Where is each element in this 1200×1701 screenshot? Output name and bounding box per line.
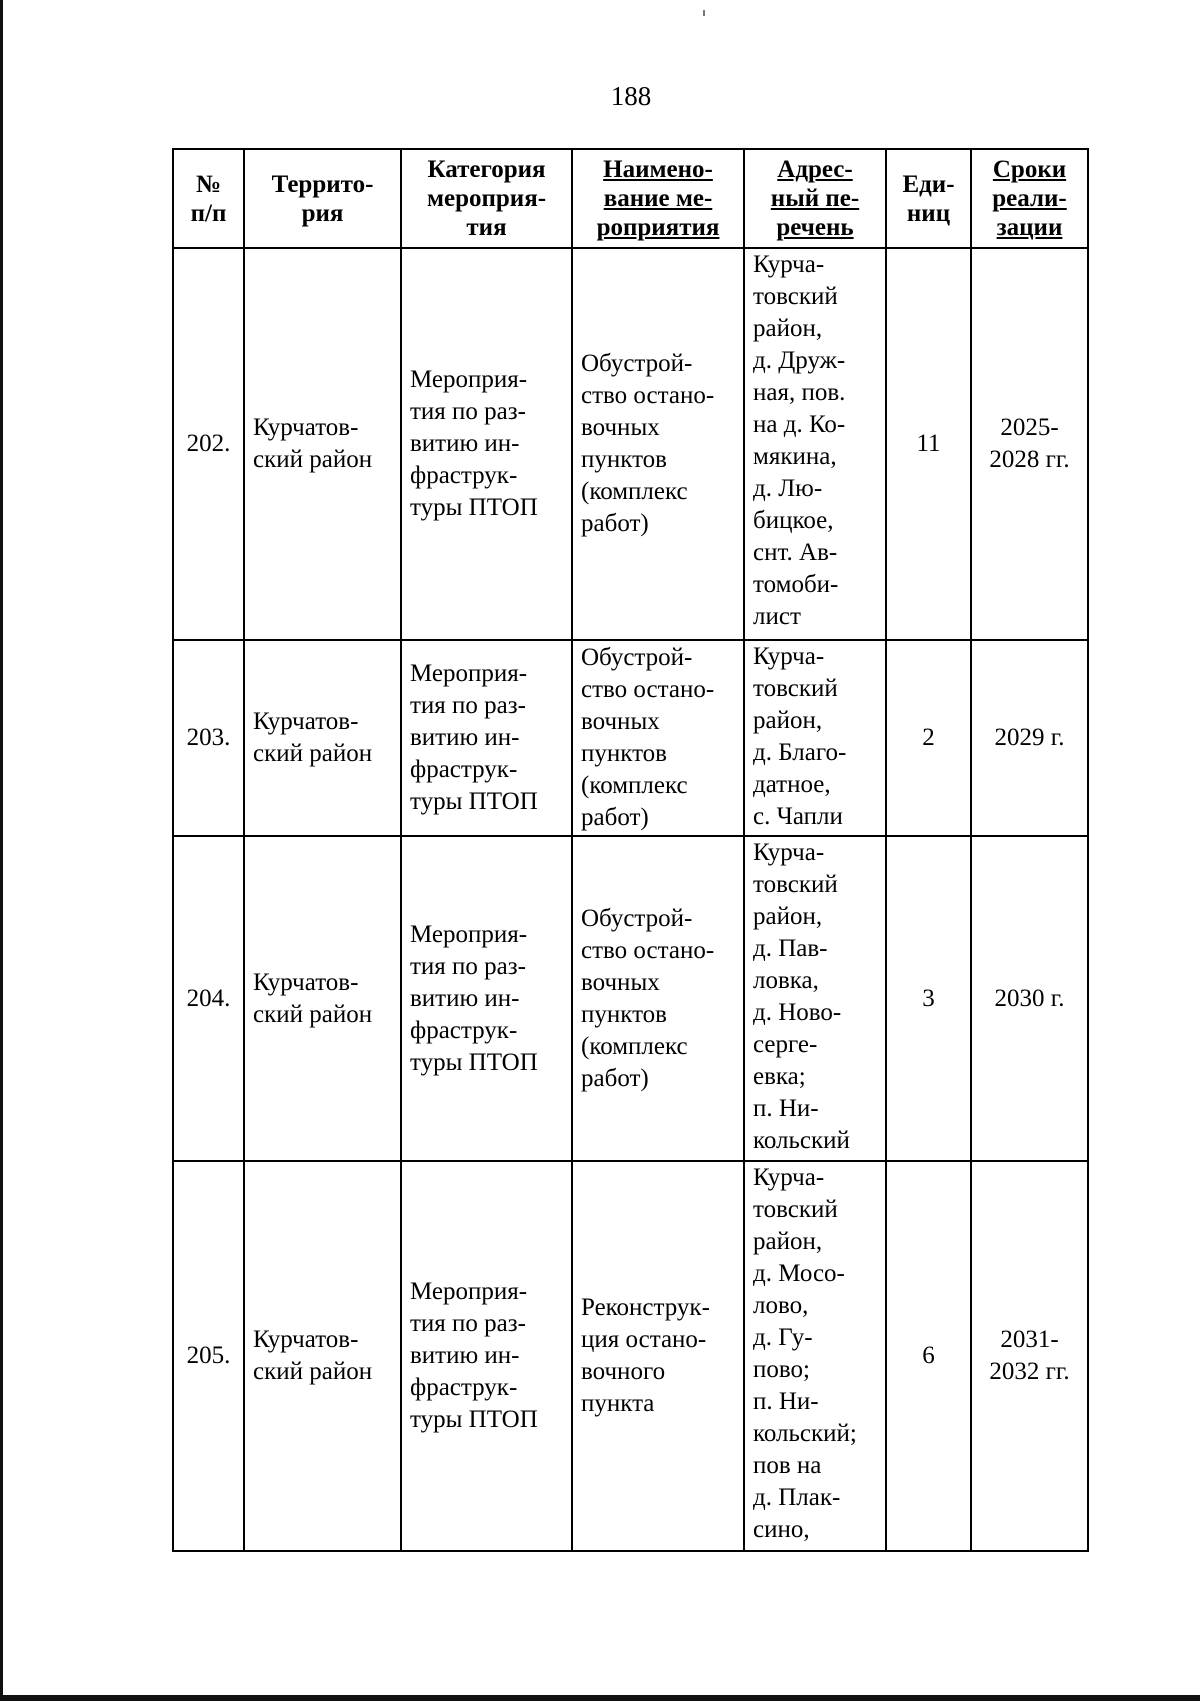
cell-territory: Курчатов- ский район [244,248,401,640]
cell-period: 2031- 2032 гг. [971,1161,1088,1551]
header-address: Адрес- ный пе- речень [744,149,886,248]
cell-address: Курча- товский район, д. Благо- датное, с. Чапли [744,640,886,836]
header-territory: Террито- рия [244,149,401,248]
cell-units: 2 [886,640,971,836]
table-row [173,1161,1088,1551]
scan-speck [703,10,705,16]
cell-num: 203. [173,640,244,836]
cell-units: 3 [886,836,971,1161]
table-row [173,640,1088,836]
table-row [173,248,1088,640]
table-row [173,836,1088,1161]
cell-num: 205. [173,1161,244,1551]
header-units: Еди- ниц [886,149,971,248]
scan-border-bottom [0,1695,1200,1701]
cell-category: Мероприя- тия по раз- витию ин- фраструк- туры ПТОП [401,640,572,836]
header-category: Категория мероприя- тия [401,149,572,248]
cell-category: Мероприя- тия по раз- витию ин- фраструк- туры ПТОП [401,248,572,640]
cell-address: Курча- товский район, д. Друж- ная, пов. на д. Ко- мякина, д. Лю- бицкое, снт. Ав- томоби- лист [744,248,886,640]
measures-table [172,148,1089,1552]
header-period: Сроки реали- зации [971,149,1088,248]
header-name: Наимено- вание ме- роприятия [572,149,744,248]
cell-name: Обустрой- ство остано- вочных пунктов (комплекс работ) [572,836,744,1161]
cell-name: Реконструк- ция остано- вочного пункта [572,1161,744,1551]
cell-territory: Курчатов- ский район [244,836,401,1161]
cell-num: 202. [173,248,244,640]
cell-units: 6 [886,1161,971,1551]
cell-address: Курча- товский район, д. Мосо- лово, д. Гу- пово; п. Ни- кольский; пов на д. Плак- сино, [744,1161,886,1551]
cell-category: Мероприя- тия по раз- витию ин- фраструк- туры ПТОП [401,836,572,1161]
page-number: 188 [610,81,652,111]
cell-period: 2029 г. [971,640,1088,836]
cell-category: Мероприя- тия по раз- витию ин- фраструк- туры ПТОП [401,1161,572,1551]
cell-address: Курча- товский район, д. Пав- ловка, д. Ново- серге- евка; п. Ни- кольский [744,836,886,1161]
cell-territory: Курчатов- ский район [244,1161,401,1551]
cell-period: 2030 г. [971,836,1088,1161]
scan-border-left [0,0,3,1701]
cell-num: 204. [173,836,244,1161]
cell-period: 2025- 2028 гг. [971,248,1088,640]
table-header-row [173,149,1088,248]
cell-units: 11 [886,248,971,640]
header-num: № п/п [173,149,244,248]
cell-name: Обустрой- ство остано- вочных пунктов (комплекс работ) [572,248,744,640]
cell-name: Обустрой- ство остано- вочных пунктов (комплекс работ) [572,640,744,836]
cell-territory: Курчатов- ский район [244,640,401,836]
